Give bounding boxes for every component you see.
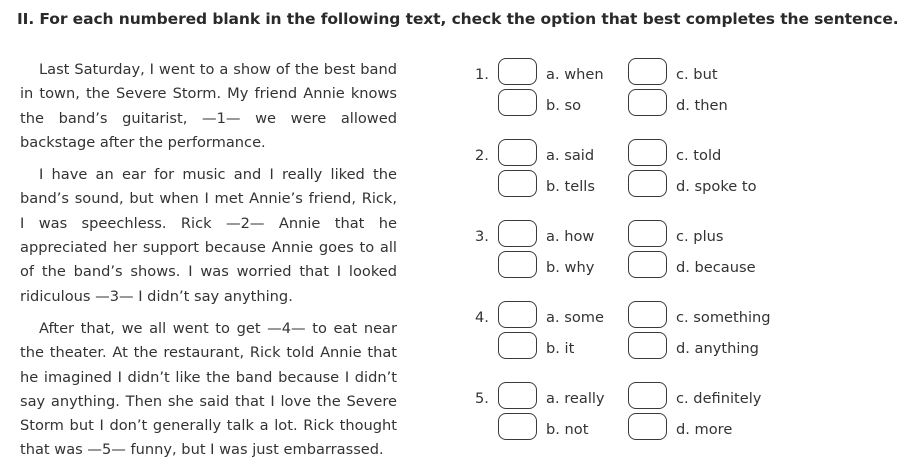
option-label: c. plus [676, 228, 724, 245]
checkbox-5d[interactable] [628, 413, 667, 440]
option-label: c. definitely [676, 390, 762, 407]
checkbox-4b[interactable] [498, 332, 537, 359]
question-1 [475, 58, 790, 139]
option-label: c. something [676, 309, 771, 326]
option-label: d. more [676, 421, 733, 438]
question-3 [475, 220, 790, 301]
question-number: 2. [475, 147, 489, 164]
checkbox-1b[interactable] [498, 89, 537, 116]
checkbox-2b[interactable] [498, 170, 537, 197]
option-label: a. some [546, 309, 604, 326]
question-number: 3. [475, 228, 489, 245]
option-label: a. said [546, 147, 595, 164]
checkbox-3c[interactable] [628, 220, 667, 247]
checkbox-5a[interactable] [498, 382, 537, 409]
question-number: 5. [475, 390, 489, 407]
question-5 [475, 382, 790, 463]
option-label: b. why [546, 259, 595, 276]
checkbox-4d[interactable] [628, 332, 667, 359]
passage-paragraph-2: I have an ear for music and I really liked the band’s sound, but when I met Annie’s friend, Rick, I was speechless. Rick —2— Annie that he appreciated her support because Annie goes to all of the band’s shows. I was worried that I looked ridiculous —3— I didn’t say anything. [20, 166, 397, 305]
question-2 [475, 139, 790, 220]
checkbox-3a[interactable] [498, 220, 537, 247]
option-label: d. spoke to [676, 178, 757, 195]
passage-paragraph-1: Last Saturday, I went to a show of the best band in town, the Severe Storm. My friend Annie knows the band’s guitarist, —1— we were allowed backstage after the performance. [20, 61, 397, 151]
checkbox-5b[interactable] [498, 413, 537, 440]
checkbox-4a[interactable] [498, 301, 537, 328]
checkbox-2a[interactable] [498, 139, 537, 166]
option-label: a. how [546, 228, 595, 245]
question-number: 4. [475, 309, 489, 326]
option-label: d. because [676, 259, 756, 276]
option-label: b. tells [546, 178, 595, 195]
checkbox-1a[interactable] [498, 58, 537, 85]
checkbox-5c[interactable] [628, 382, 667, 409]
option-label: d. then [676, 97, 728, 114]
option-label: a. really [546, 390, 605, 407]
option-label: c. told [676, 147, 722, 164]
passage-paragraph-3: After that, we all went to get —4— to eat near the theater. At the restaurant, Rick told Annie that he imagined I didn’t like the band because I didn’t say anything. Then she said that I love the Severe Storm but I don’t generally talk a lot. Rick thought that was —5— funny, but I was just embarrassed. [20, 319, 397, 459]
answer-options [475, 58, 790, 463]
option-label: c. but [676, 66, 718, 83]
option-label: b. so [546, 97, 582, 114]
checkbox-2c[interactable] [628, 139, 667, 166]
option-label: a. when [546, 66, 604, 83]
question-4 [475, 301, 790, 382]
checkbox-2d[interactable] [628, 170, 667, 197]
option-label: b. it [546, 340, 575, 357]
checkbox-1d[interactable] [628, 89, 667, 116]
option-label: d. anything [676, 340, 759, 357]
checkbox-3b[interactable] [498, 251, 537, 278]
checkbox-3d[interactable] [628, 251, 667, 278]
exercise-title: II. For each numbered blank in the following text, check the option that best completes the sentence. [17, 10, 899, 28]
checkbox-1c[interactable] [628, 58, 667, 85]
question-number: 1. [475, 66, 489, 83]
option-label: b. not [546, 421, 589, 438]
checkbox-4c[interactable] [628, 301, 667, 328]
reading-passage [20, 58, 397, 471]
